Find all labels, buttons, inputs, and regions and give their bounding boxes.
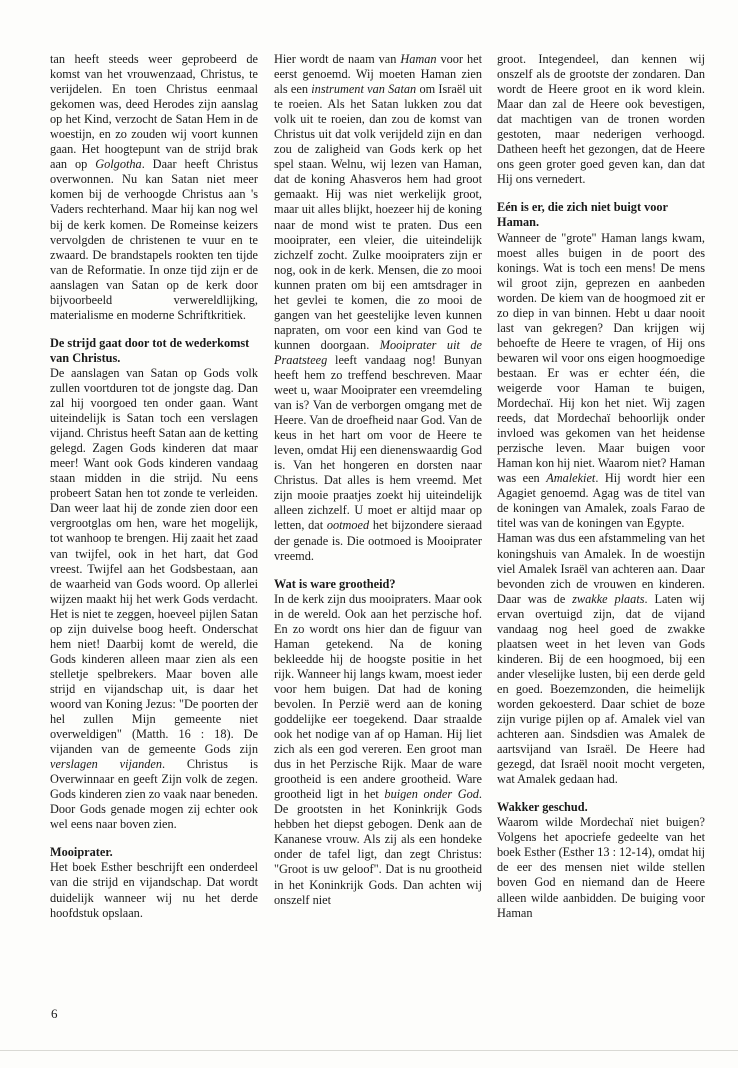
section-heading: Wat is ware grootheid? xyxy=(274,576,396,591)
paragraph: Waarom wilde Mordechaï niet buigen? Volgens het apocriefe gedeelte van het boek Esther (Esther 13 : 12-14), omdat hij de eer des mensen niet wilde stellen boven God en niemand dan de Heere alleen wilde aanbidden. De buiging voor Haman xyxy=(497,815,705,920)
paragraph: In de kerk zijn dus mooipraters. Maar ook in de wereld. Ook aan het perzische hof. En zo wordt ons hier dan de figuur van Haman getekend. Na de koning bekleedde hij de hoogste positie in het rijk. Wanneer hij langs kwam, moest ieder voor hem buigen. Dat had de koning bevolen. In Perzië werd aan de koning goddelijke eer toegekend. Daar straalde ook het nodige van af op Haman. Hij liet zich als een god vereren. Een groot man dus in het Perzische Rijk. Maar de ware grootheid is een andere grootheid. Ware grootheid ligt in het buigen onder God. De grootsten in het Koninkrijk Gods hebben het diepst gebogen. Denk aan de Kananese vrouw. Als zij als een hondeke onder de tafel ligt, dan zegt Christus: "Groot is uw geloof". Dat is nu grootheid in het Koninkrijk Gods. Dan achten wij onszelf niet xyxy=(274,591,482,907)
paragraph: De aanslagen van Satan op Gods volk zullen voortduren tot de jongste dag. Dan zal hij voorgoed ten onder gaan. Want uiteindelijk is Satan toch een verslagen vijand. Christus heeft Satan aan de ketting gelegd. Zagen Gods kinderen dat maar meer! Want ook Gods kinderen vandaag staan midden in die strijd. Nu eens probeert Satan hen tot zonde te verleiden. Dan weer laat hij de zonde zien door een vergrootglas om hen, ware het mogelijk, tot wanhoop te brengen. Hij zaait het zaad van twijfel, ook in het hart, dat God vreest. Twijfel aan het Godsbestaan, aan de waarheid van Gods woord. Op allerlei wijzen maakt hij het werk Gods verdacht. Het is niet te zeggen, hoeveel pijlen Satan op zijn duivelse boog heeft. Onderschat hem niet! Daarbij komt de wereld, die Gods kinderen alleen maar zien als een stelletje spelbrekers. Maar boven alle strijd en vijandschap uit, is daar het woord van Koning Jezus: "De poorten der hel zullen Mijn gemeente niet overweldigen" (Matth. 16 : 18). De vijanden van de gemeente Gods zijn verslagen vijanden. Christus is Overwinnaar en geeft Zijn volk de zegen. Gods kinderen zien zo vaak naar beneden. Door Gods genade mogen zij echter ook wel eens naar boven zien. xyxy=(50,365,258,832)
paragraph: tan heeft steeds weer geprobeerd de komst van het vrouwenzaad, Christus, te verijdelen. En toen Christus eenmaal gekomen was, deed Herodes zijn aanslag op het Kind, verzocht de Satan Hem in de woestijn, en zo zouden wij voort kunnen gaan. Het hoogtepunt van de strijd brak aan op Golgotha. Daar heeft Christus overwonnen. Nu kan Satan niet meer komen bij de verhoogde Christus aan 's Vaders rechterhand. Maar hij kan nog wel bij de kerk komen. De Romeinse keizers vervolgden de christenen te vuur en te zwaard. De brandstapels rookten ten tijde van de Reformatie. In onze tijd zijn er de aanslagen van Satan op de kerk door bijvoorbeeld verwereldlijking, materialisme en moderne Schriftkritiek. xyxy=(50,52,258,322)
section-heading: Wakker geschud. xyxy=(497,800,588,815)
emphasis: Golgotha xyxy=(95,157,142,172)
emphasis: instrument van Satan xyxy=(311,82,417,97)
emphasis: verslagen vijanden xyxy=(50,757,162,772)
paragraph: Haman was dus een afstammeling van het koningshuis van Amalek. In de woestijn viel Amalek Israël van achteren aan. Daar bevonden zich de vrouwen en kinderen. Daar was de zwakke plaats. Laten wij ervan overtuigd zijn, dat de vijand vandaag nog heel goed de zwakke plaatsen weet in het leven van Gods kinderen. Bij de een hoogmoed, bij een ander vleselijke lusten, bij een derde geld en goed. Boezemzonden, die heimelijk worden gekoesterd. Daar schiet de boze zijn vurige pijlen op af. Amalek viel van achteren aan. Sindsdien was Amalek de aartsvijand van Israël. De Heere had gezegd, dat Israël nooit mocht vergeten, wat Amalek gedaan had. xyxy=(497,531,705,787)
page-number: 6 xyxy=(51,1006,58,1021)
paragraph: Wanneer de "grote" Haman langs kwam, moest alles buigen in de poort des konings. Wat is toch een mens! De mens wil groot zijn, geprezen en aanbeden worden. De kiem van de hoogmoed zit er zo diep in van binnen. Hebt u daar nooit last van gekregen? Dan krijgen wij behoefte de Heere te vragen, of Hij ons bewaren wil voor ons eigen hoogmoedige bestaan. Er was er echter één, die weigerde voor Haman te buigen, Mordechaï. Hij kon het niet. Wij zagen reeds, dat Mordechaï behoorlijk onder invloed was gekomen van het heidense perzische leven. Maar buigen voor Haman kon hij niet. Waarom niet? Haman was een Amalekiet. Hij wordt hier een Agagiet genoemd. Agag was de titel van de koningen van Amalek, zoals Farao de titel was van de koningen van Egypte. xyxy=(497,230,705,531)
emphasis: Amalekiet xyxy=(546,471,596,486)
emphasis: ootmoed xyxy=(326,518,370,533)
section-heading: Mooiprater. xyxy=(50,845,113,860)
page-edge-line xyxy=(0,1050,738,1051)
text-column-left xyxy=(50,52,258,921)
emphasis: Mooiprater uit de Praatsteeg xyxy=(274,337,482,367)
emphasis: buigen onder God xyxy=(384,787,479,802)
text-column-middle xyxy=(274,52,482,908)
emphasis: Haman xyxy=(400,52,437,66)
section-heading: De strijd gaat door tot de wederkomst van Christus. xyxy=(50,335,250,365)
text-column-right xyxy=(497,52,705,921)
paragraph: Hier wordt de naam van Haman voor het eerst genoemd. Wij moeten Haman zien als een instrument van Satan om Israël uit te roeien. Als het Satan lukken zou dat volk uit te roeien, dan zou de komst van Christus uit dat volk verijdeld zijn en dan zou de zaligheid van Gods kerk op het spel staan. Welnu, wij lezen van Haman, dat de koning Ahasveros hem had groot gemaakt. Hij was niet werkelijk groot, maar uit alles blijkt, hoezeer hij de koning naar de mond wist te praten. Dus een mooiprater, een vleier, die uiteindelijk zichzelf zocht. Zulke mooipraters zijn er nog, ook in de kerk. Mensen, die zo mooi kunnen praten om bij een amtsdrager in het gevlei te komen, die zo mooi de gangen van het geestelijke leven kunnen napraten, om voor een kind van God te kunnen doorgaan. Mooiprater uit de Praatsteeg leeft vandaag nog! Bunyan heeft hem zo treffend beschreven. Maar weet u, waar Mooiprater een vreemdeling van is? Van de verborgen omgang met de Heere. Van de droefheid naar God. Van de keus in het hart om voor de Heere te leven, omdat Hij een dienenswaardig God is. Van het hongeren en dorsten naar Christus. Dat alles is hem vreemd. Met zijn mooie praatjes zoekt hij uiteindelijk alleen zichzelf. U moet er altijd maar op letten, dat ootmoed het bijzondere sieraad der genade is. Die ootmoed is Mooiprater vreemd. xyxy=(274,52,483,563)
section-heading: Eén is er, die zich niet buigt voor Haman. xyxy=(497,200,668,230)
paragraph: Het boek Esther beschrijft een onderdeel van die strijd en vijandschap. Dat wordt duidelijk wanneer wij nu het derde hoofdstuk opslaan. xyxy=(50,860,258,920)
emphasis: zwakke plaats xyxy=(572,591,645,606)
paragraph: groot. Integendeel, dan kennen wij onszelf als de grootste der zondaren. Dan wordt de Heere groot en ik word klein. Maar dan zal de Heere ook bevestigen, dat machtigen van de tronen worden gestoten, maar nederigen verhoogd. Datheen heeft het gezongen, dat de Heere ons geen groter goed geven kan, dan dat Hij ons vernedert. xyxy=(497,52,705,187)
